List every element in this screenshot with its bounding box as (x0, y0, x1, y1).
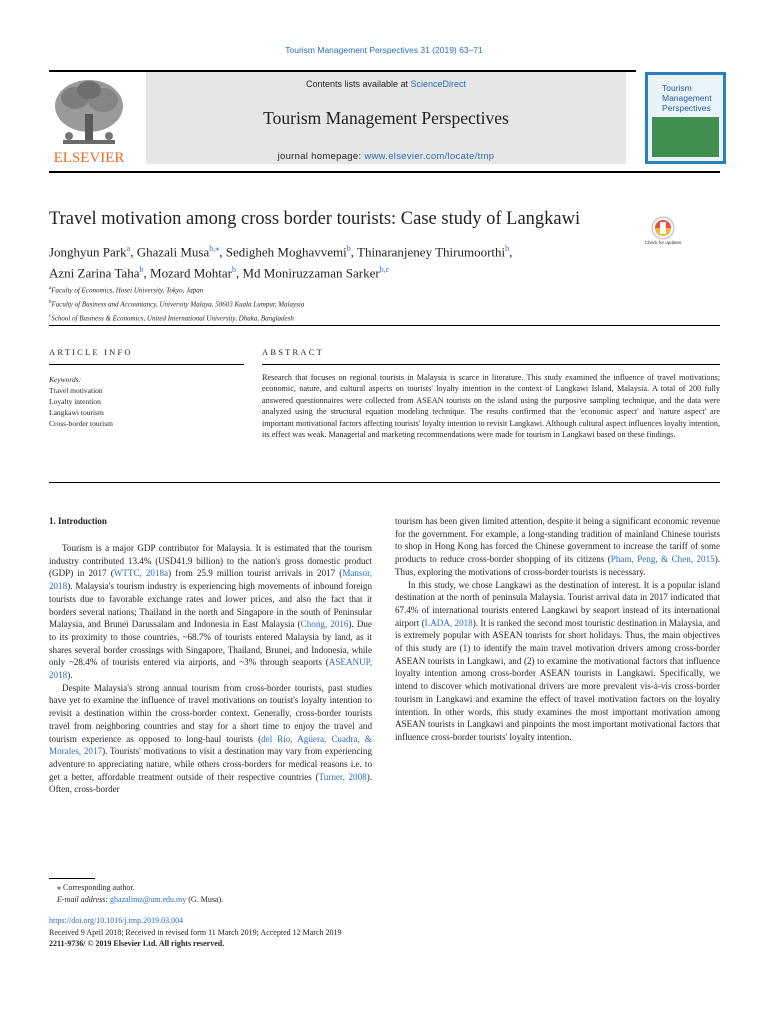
cover-image (652, 117, 719, 157)
keywords-list (49, 385, 113, 429)
cover-title-line-1: Tourism (662, 83, 692, 93)
citation-link[interactable]: WTTC, 2018a (113, 568, 169, 579)
elsevier-wordmark: ELSEVIER (53, 150, 125, 166)
crossmark-label: Check for updates (645, 240, 681, 245)
sciencedirect-link[interactable]: ScienceDirect (410, 79, 467, 89)
homepage-line (146, 151, 626, 162)
copyright: 2211-9736/ © 2019 Elsevier Ltd. All rights reserved. (49, 939, 225, 948)
citation-link[interactable]: del Río, Agüera, Cuadra, & Morales, 2017 (49, 733, 372, 757)
author-affiliation-mark[interactable]: b,c (379, 265, 390, 275)
affiliations (49, 283, 304, 324)
keyword: Langkawi tourism (49, 408, 104, 417)
article-info-heading: ARTICLE INFO (49, 347, 133, 357)
journal-title: Tourism Management Perspectives (263, 108, 509, 128)
cover-inner (648, 75, 723, 161)
paragraph: In this study, we chose Langkawi as the destination of interest. It is a popular island destination at the north of peninsula Malaysia. Tourist arrival data in 2017 indicated that 67.4% of international tourists entered Langkawi by seaport instead of its international airport (LADA, 2018). It is ranked the second most touristic destination in Malaysia, and is extremely popular with ASEAN tourists for short holidays. Thus, the main objectives of this study are (1) to identify the main travel motivation drivers among cross-border ASEAN tourists in Langkawi, and (2) to examine the motivational factors that influence loyalty intention among cross-border ASEAN tourists in Langkawi. Specifically, we intend to discover which motivational drivers are more prevalent vis-à-vis cross-border tourism in Langkawi and examine the effect of travel motivation factors on the loyalty intention. In other words, this study examines the most important motivation among ASEAN tourists in Langkawi and pinpoints the most important motivational factors that influence cross-border tourists' loyalty intention. (395, 579, 720, 742)
cover-title-line-3: Perspectives (662, 103, 711, 113)
doi-link[interactable]: https://doi.org/10.1016/j.tmp.2019.03.004 (49, 916, 184, 925)
email-link[interactable]: ghazalimz@um.edu.my (110, 895, 187, 904)
contents-prefix: Contents lists available at (305, 79, 411, 89)
body-column-right (395, 515, 720, 744)
check-for-updates-badge[interactable] (645, 214, 681, 250)
journal-cover-thumbnail[interactable] (645, 72, 726, 164)
author-affiliation-mark[interactable]: b (505, 244, 510, 253)
affiliation-mark: b (49, 299, 52, 305)
citation-link[interactable]: LADA, 2018 (424, 617, 473, 628)
keyword: Travel motivation (49, 386, 103, 395)
author-affiliation-mark[interactable]: a (126, 244, 131, 253)
header-rule-bottom (49, 171, 720, 173)
homepage-prefix: journal homepage: (277, 151, 365, 162)
author-name: Sedigheh Moghavvemi (225, 244, 347, 260)
body-column-left (49, 542, 372, 796)
paragraph: Tourism is a major GDP contributor for Malaysia. It is estimated that the tourism industry contributed 13.4% (USD41.9 billion) to the nation's gross domestic product (GDP) in 2017 (WTTC, 2018a) from 25.9 million tourist arrivals in 2017 (Mansor, 2018). Malaysia's tourism industry is experiencing high movements of inbound foreign tourists due to favorable exchange rates and lower prices, and also the fact that it borders several nations; Thailand in the north and Singapore in the south of Peninsular Malaysia, and Brunei Darussalam and Indonesia in East Malaysia (Chong, 2016). Due to its proximity to those countries, ~68.7% of tourists entered Malaysia by land, as it shares several border crossings with Singapore, Thailand, Brunei, and Indonesia, while only ~28.4% of tourists entered via airports, and ~3% through seaports (ASEANUP, 2018). (49, 543, 373, 681)
author-name: Ghazali Musa (136, 244, 210, 260)
contents-line (146, 79, 626, 89)
affiliation-mark: a (49, 286, 52, 291)
keywords-label: Keywords: (49, 375, 82, 384)
author-name: Jonghyun Park (49, 244, 127, 260)
paragraph: Despite Malaysia's strong annual tourism from cross-border tourists, past studies have yet to examine the influence of travel motivations on tourist's loyalty intention to revisit a destination within the cross-border context. Generally, cross-border tourists travel from neighboring countries and stay for a short time to enjoy the travel and tourism experience as opposed to long-haul tourists (del Río, Agüera, Cuadra, & Morales, 2017). Tourists' motivations to visit a destination may vary from experiencing adventure to appreciating nature, while others cross-borders for medical reasons i.e. to get a better, affordable treatment outside of their respective countries (Turner, 2008). Often, cross-border (49, 682, 372, 795)
citation-link[interactable]: ASEANUP, 2018 (49, 657, 372, 681)
divider-bottom (49, 482, 720, 483)
corresponding-author-note: ⁎ Corresponding author. (57, 883, 135, 892)
author-affiliation-mark[interactable]: b (346, 244, 351, 253)
received-dates: Received 9 April 2018; Received in revised form 11 March 2019; Accepted 12 March 2019 (49, 927, 342, 937)
author-name: Mozard Mohtar (150, 265, 232, 281)
journal-reference-link[interactable]: Tourism Management Perspectives 31 (2019) 63–71 (285, 45, 483, 55)
author-name: Azni Zarina Taha (49, 265, 140, 281)
article-footer (49, 915, 342, 950)
email-line (57, 894, 223, 906)
abstract-text: Research that focuses on regional tourists in Malaysia is scarce in literature. This study examined the influence of travel motivations; economic, nature, and cultural aspects on tourists' loyalty intention in the context of Langkawi Island, Malaysia. A total of 200 fully answered questionnaires were collected from ASEAN tourists on the island using the purposive sampling technique, and the data were analyzed using the structural equation modeling technique. The results confirmed that the 'economic aspect' and 'nature aspect' are important motivational factors affecting tourists' loyalty intention to revisit Langkawi. Although cultural aspect influences loyalty intention, its effect was weak. Managerial and marketing recommendations were made for tourism in Langkawi based on these findings. (262, 373, 720, 440)
affiliation-mark: c (49, 313, 52, 319)
author-affiliation-mark[interactable]: b (139, 265, 144, 275)
email-label: E-mail address: (57, 895, 111, 904)
affiliation: $^b$Faculty of Business and Accountancy, University Malaya, 50603 Kuala Lumpur, Malaysia (49, 299, 305, 309)
affiliation: $^c$School of Business & Economics, United International University, Dhaka, Bangladesh (49, 313, 294, 322)
section-heading-introduction: 1. Introduction (49, 516, 107, 526)
abstract-heading: ABSTRACT (262, 347, 324, 357)
elsevier-logo[interactable] (49, 74, 129, 166)
crossmark-icon (645, 214, 681, 250)
elsevier-tree-icon (49, 74, 129, 166)
citation-link[interactable]: Chong, 2016 (300, 619, 349, 630)
author-name: Thinaranjeney Thirumoorthi (357, 244, 506, 260)
divider-top (49, 325, 720, 326)
homepage-link[interactable]: www.elsevier.com/locate/tmp (364, 151, 495, 162)
article-title: Travel motivation among cross border tourists: Case study of Langkawi (49, 209, 581, 229)
cover-title (662, 83, 712, 113)
author-list: Jonghyun Park$^a$, Ghazali Musa$^{b,⁎}$, Sedigheh Moghavvemi$^b$, Thinaranjeney Thirumoorthi$^b$, Azni Zarina Taha$^b$, Mozard Mohtar$^b$, Md Moniruzzaman Sarker$^{b,c}$ (49, 244, 513, 281)
author-affiliation-mark[interactable]: b (231, 265, 236, 275)
paragraph: tourism has been given limited attention, despite it being a significant economic revenue for the government. For example, a long-standing tradition of mainland Chinese tourists to shop in Hong Kong has forced the Chinese government to increase the tariff of some products to reduce cross-border shopping of its citizens (Pham, Peng, & Chen, 2015). Thus, exploring the motivations of cross-border tourists is necessary. (395, 516, 720, 577)
abstract-rule (262, 364, 720, 365)
keyword: Loyalty intention (49, 397, 101, 406)
keywords-block (49, 374, 113, 429)
citation-link[interactable]: Pham, Peng, & Chen, 2015 (610, 554, 715, 565)
author-affiliation-mark[interactable]: b,⁎ (209, 244, 220, 253)
author-name: Md Moniruzzaman Sarker (242, 265, 380, 281)
citation-link[interactable]: Turner, 2008 (318, 771, 367, 782)
footnote-rule (49, 878, 95, 879)
cover-title-line-2: Management (662, 93, 712, 103)
affiliation: $^a$Faculty of Economics, Hosei University, Tokyo, Japan (49, 286, 204, 295)
keyword: Cross-border tourism (49, 419, 113, 428)
email-suffix: (G. Musa). (186, 895, 224, 904)
footnote (57, 882, 223, 906)
article-info-rule (49, 364, 244, 365)
citation-link[interactable]: Mansor, 2018 (49, 568, 373, 592)
